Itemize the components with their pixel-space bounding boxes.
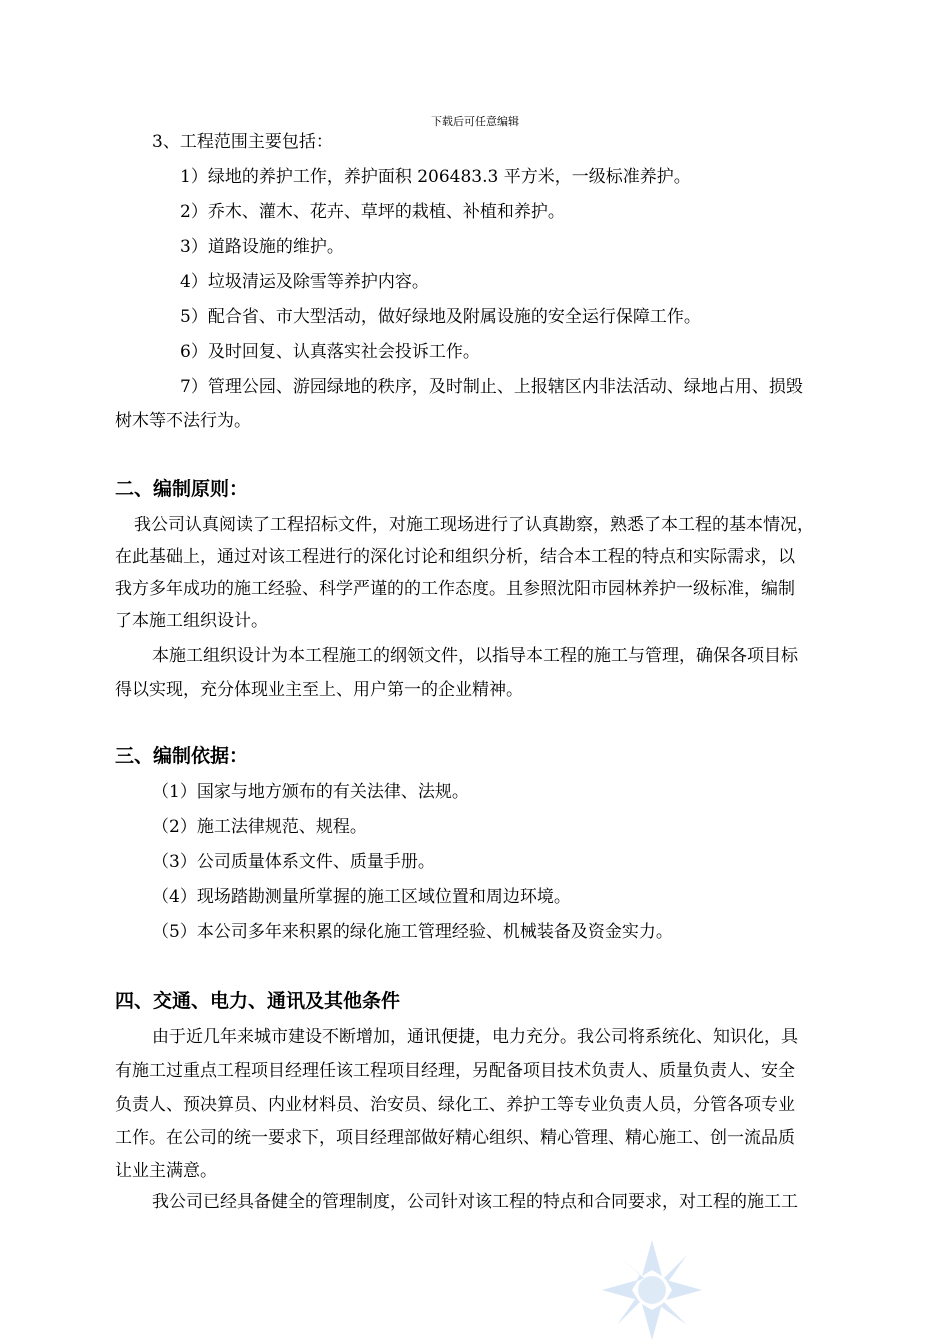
paragraph-line: 在此基础上，通过对该工程进行的深化讨论和组织分析，结合本工程的特点和实际需求，以 bbox=[115, 547, 795, 567]
scope-item: 2）乔木、灌木、花卉、草坪的栽植、补植和养护。 bbox=[180, 202, 565, 222]
paragraph-line: 了本施工组织设计。 bbox=[115, 611, 268, 631]
paragraph-line: 本施工组织设计为本工程施工的纲领文件，以指导本工程的施工与管理，确保各项目标 bbox=[152, 646, 798, 666]
section-heading: 四、交通、电力、通讯及其他条件 bbox=[115, 990, 401, 1012]
watermark-logo-icon bbox=[598, 1236, 706, 1344]
paragraph-line: 我公司已经具备健全的管理制度，公司针对该工程的特点和合同要求，对工程的施工工 bbox=[152, 1192, 798, 1212]
paragraph-line: 让业主满意。 bbox=[115, 1161, 217, 1181]
basis-item: （5）本公司多年来积累的绿化施工管理经验、机械装备及资金实力。 bbox=[152, 922, 673, 942]
scope-item: 4）垃圾清运及除雪等养护内容。 bbox=[180, 272, 429, 292]
paragraph-line: 负责人、预决算员、内业材料员、治安员、绿化工、养护工等专业负责人员，分管各项专业 bbox=[115, 1095, 795, 1115]
scope-item: 1）绿地的养护工作，养护面积 206483.3 平方米，一级标准养护。 bbox=[180, 167, 691, 187]
scope-item-continuation: 树木等不法行为。 bbox=[115, 411, 251, 431]
basis-item: （3）公司质量体系文件、质量手册。 bbox=[152, 852, 435, 872]
paragraph-line: 得以实现，充分体现业主至上、用户第一的企业精神。 bbox=[115, 680, 523, 700]
section-heading: 三、编制依据： bbox=[115, 745, 249, 767]
scope-item: 5）配合省、市大型活动，做好绿地及附属设施的安全运行保障工作。 bbox=[180, 307, 701, 327]
section-heading: 二、编制原则： bbox=[115, 478, 249, 500]
scope-item: 3）道路设施的维护。 bbox=[180, 237, 344, 257]
paragraph-line: 由于近几年来城市建设不断增加，通讯便捷，电力充分。我公司将系统化、知识化，具 bbox=[152, 1027, 798, 1047]
paragraph-line: 工作。在公司的统一要求下，项目经理部做好精心组织、精心管理、精心施工、创一流品质 bbox=[115, 1128, 795, 1148]
basis-item: （4）现场踏勘测量所掌握的施工区域位置和周边环境。 bbox=[152, 887, 571, 907]
header-note: 下载后可任意编辑 bbox=[431, 115, 519, 128]
scope-item: 6）及时回复、认真落实社会投诉工作。 bbox=[180, 342, 480, 362]
paragraph-line: 我方多年成功的施工经验、科学严谨的的工作态度。且参照沈阳市园林养护一级标准，编制 bbox=[115, 579, 795, 599]
paragraph-line: 我公司认真阅读了工程招标文件，对施工现场进行了认真勘察，熟悉了本工程的基本情况， bbox=[134, 515, 814, 535]
basis-item: （1）国家与地方颁布的有关法律、法规。 bbox=[152, 782, 469, 802]
paragraph-line: 有施工过重点工程项目经理任该工程项目经理，另配备项目技术负责人、质量负责人、安全 bbox=[115, 1061, 795, 1081]
basis-item: （2）施工法律规范、规程。 bbox=[152, 817, 367, 837]
scope-title: 3、工程范围主要包括： bbox=[152, 132, 333, 152]
scope-item: 7）管理公园、游园绿地的秩序，及时制止、上报辖区内非法活动、绿地占用、损毁 bbox=[180, 377, 803, 397]
